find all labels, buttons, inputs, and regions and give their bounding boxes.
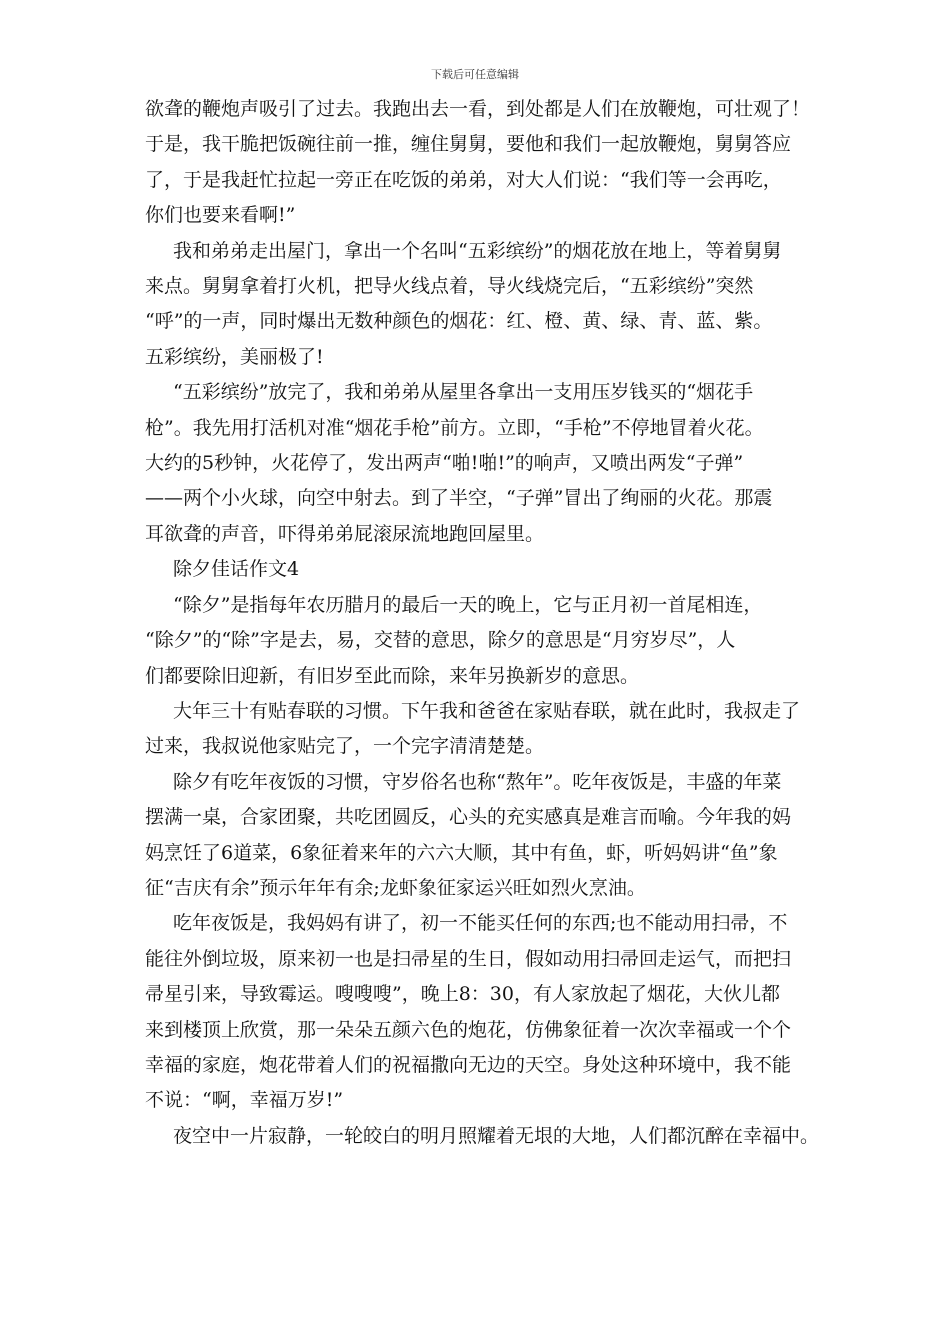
- paragraph: [145, 906, 825, 1118]
- paragraph: [145, 694, 825, 765]
- text-line: 欲聋的鞭炮声吸引了过去。我跑出去一看，到处都是人们在放鞭炮，可壮观了！: [145, 98, 811, 120]
- text-line: ——两个小火球，向空中射去。到了半空，“子弹”冒出了绚丽的火花。那震: [145, 487, 773, 510]
- paragraph: [145, 765, 825, 907]
- text-line: 不说：“啊，幸福万岁!”: [145, 1089, 344, 1112]
- text-line: “五彩缤纷”放完了，我和弟弟从屋里各拿出一支用压岁钱买的“烟花手: [173, 381, 754, 404]
- text-line: 大年三十有贴春联的习惯。下午我和爸爸在家贴春联，就在此时，我叔走了: [173, 699, 801, 722]
- text-line: “呼”的一声，同时爆出无数种颜色的烟花：红、橙、黄、绿、青、蓝、紫。: [145, 310, 773, 333]
- text-line: “除夕”是指每年农历腊月的最后一天的晚上，它与正月初一首尾相连，: [173, 593, 763, 616]
- text-line: 摆满一桌，合家团聚，共吃团圆反，心头的充实感真是难言而喻。今年我的妈: [145, 806, 792, 829]
- text-line: 了，于是我赶忙拉起一旁正在吃饭的弟弟，对大人们说：“我们等一会再吃，: [145, 168, 782, 191]
- text-line: 幸福的家庭，炮花带着人们的祝福撒向无边的天空。身处这种环境中，我不能: [145, 1053, 792, 1076]
- text-line: 于是，我干脆把饭碗往前一推，缠住舅舅，要他和我们一起放鞭炮，舅舅答应: [145, 133, 792, 156]
- text-line: 来点。舅舅拿着打火机，把导火线点着，导火线烧完后，“五彩缤纷”突然: [145, 275, 754, 298]
- text-line: 过来，我叔说他家贴完了，一个完字清清楚楚。: [145, 735, 545, 758]
- document-body: [145, 92, 825, 1154]
- text-line: 你们也要来看啊!”: [145, 204, 296, 227]
- text-line: 大约的5秒钟，火花停了，发出两声“啪!啪!”的响声，又喷出两发“子弹”: [145, 452, 744, 475]
- paragraph: [145, 1119, 825, 1154]
- text-line: 夜空中一片寂静，一轮皎白的明月照耀着无垠的大地，人们都沉醉在幸福中。: [173, 1124, 820, 1147]
- page-header: 下载后可任意编辑: [431, 68, 519, 81]
- text-line: 帚星引来，导致霉运。嗖嗖嗖”，晚上8：30，有人家放起了烟花，大伙儿都: [145, 983, 780, 1006]
- text-line: 除夕佳话作文4: [173, 558, 300, 581]
- text-line: 们都要除旧迎新，有旧岁至此而除，来年另换新岁的意思。: [145, 664, 640, 687]
- text-line: 枪”。我先用打活机对准“烟花手枪”前方。立即，“手枪”不停地冒着火花。: [145, 416, 764, 439]
- paragraph: [145, 552, 825, 587]
- paragraph: [145, 588, 825, 694]
- paragraph: [145, 92, 825, 234]
- text-line: 我和弟弟走出屋门，拿出一个名叫“五彩缤纷”的烟花放在地上，等着舅舅: [173, 239, 782, 262]
- text-line: 吃年夜饭是，我妈妈有讲了，初一不能买任何的东西;也不能动用扫帚，不: [173, 912, 788, 935]
- text-line: 征“吉庆有余”预示年年有余;龙虾象征家运兴旺如烈火烹油。: [145, 876, 646, 899]
- text-line: 耳欲聋的声音，吓得弟弟屁滚尿流地跑回屋里。: [145, 522, 545, 545]
- paragraph: [145, 234, 825, 376]
- text-line: “除夕”的“除”字是去，易，交替的意思，除夕的意思是“月穷岁尽”，人: [145, 629, 736, 652]
- paragraph: [145, 375, 825, 552]
- text-line: 来到楼顶上欣赏，那一朵朵五颜六色的炮花，仿佛象征着一次次幸福或一个个: [145, 1018, 792, 1041]
- text-line: 除夕有吃年夜饭的习惯，守岁俗名也称“熬年”。吃年夜饭是，丰盛的年菜: [173, 770, 782, 793]
- text-line: 能往外倒垃圾，原来初一也是扫帚星的生日，假如动用扫帚回走运气，而把扫: [145, 947, 792, 970]
- text-line: 妈烹饪了6道菜，6象征着来年的六六大顺，其中有鱼，虾，听妈妈讲“鱼”象: [145, 841, 778, 864]
- text-line: 五彩缤纷，美丽极了!: [145, 345, 324, 368]
